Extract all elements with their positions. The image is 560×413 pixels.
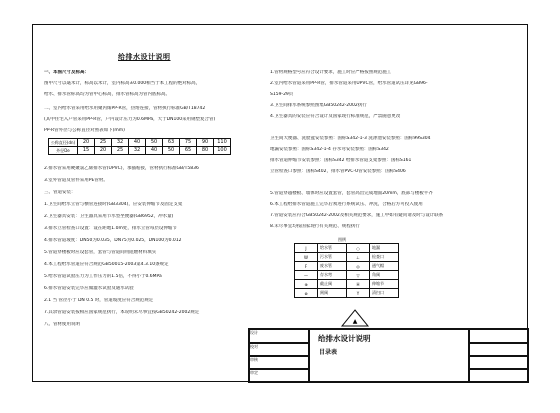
table-cell: 25	[112, 147, 129, 155]
note-line: 4.本工程给水管道应符合规范GB50015-2003第4.3.10条规定	[44, 262, 169, 267]
note-line: 地漏安装参照：国标S342-1-4 存水弯安装参照：国标S342	[270, 147, 389, 152]
tb-subtitle: 目录表	[319, 349, 338, 356]
legend-symbol: ▽	[347, 271, 370, 280]
legend-name: 闸阀	[318, 289, 347, 298]
legend-name: 伸缩节	[370, 280, 399, 289]
table-cell: 40	[129, 139, 146, 147]
page-title: 给排水设计说明	[118, 53, 171, 61]
legend-row	[295, 289, 399, 298]
note-line: 3.卫生间排水系统参照图集GB50242-2002执行	[270, 103, 367, 108]
legend-row	[295, 262, 399, 271]
note-line: 一、本图尺寸及标高：	[44, 70, 89, 75]
note-line: 卫生间大便器、洗脸盆安装参照：国标S342-1-3 洗涤池安装参照：国标99S304	[270, 136, 431, 141]
tb-label: 设计	[249, 329, 309, 343]
note-line: 4.卫生器具的安装应符合设计及国家现行标准规范，严禁随意更改	[270, 114, 401, 119]
pipe-diameter-table	[48, 138, 231, 155]
legend-name: 清扫口	[370, 289, 399, 298]
note-line: 三、管道安装：	[44, 190, 76, 195]
table-row	[49, 147, 231, 155]
legend-symbol: Y	[347, 289, 370, 298]
table-cell: 80	[197, 147, 214, 155]
legend-name: 截止阀	[318, 280, 347, 289]
table-cell: 20	[78, 139, 95, 147]
note-line: 给水、排水管标高均为管中心标高，排水管标高为管内底标高。	[44, 92, 170, 97]
tb-label: 校对	[249, 343, 309, 356]
legend-symbol: ⊥	[347, 253, 370, 262]
note-line: 6.本工程给排水管道施工完毕后须进行系统试压、冲洗，合格后方可投入使用	[270, 202, 423, 207]
tb-info-cell	[469, 329, 529, 343]
legend-caption: 图例	[338, 237, 346, 242]
note-line: (其中住宅入户管采用PP-R管，户内设计压力为0.6MPa，大于DN100采用钢塑复合管)	[44, 117, 216, 122]
legend-symbol: H	[347, 280, 370, 289]
note-line: 7.管道安装应符合GB50242-2002及相关规范要求，施工中如有疑问请及时与设计联系	[270, 213, 444, 218]
legend-row	[295, 280, 399, 289]
row-label: 外径De	[49, 147, 78, 155]
table-cell: 20	[95, 147, 112, 155]
table-cell: 63	[163, 139, 180, 147]
row-label: 公称直径(dn)	[49, 139, 78, 147]
note-line: 3.排水立管检查口设置：设在距地1.0m处，排水立管每层设伸缩节	[44, 226, 177, 231]
note-line: S159-29页	[270, 92, 294, 97]
table-row	[49, 139, 231, 147]
table-cell: 100	[214, 147, 231, 155]
note-line: 排水管道伸缩节安装参照：国标S342 给排水管道支架参照：国标S161	[270, 158, 412, 163]
note-line: 二、室内给水管采用给水用聚丙烯PP-R管，热熔连接，管材执行标准GB/T18742	[44, 106, 206, 111]
note-line: PP-R管外径与公称直径对照表如下(mm)	[44, 128, 125, 133]
tb-info-cell	[469, 356, 529, 369]
legend-symbol: F	[295, 262, 318, 271]
table-cell: 50	[146, 139, 163, 147]
legend-name: 污水管	[318, 253, 347, 262]
note-line: 6.排水管道安装完毕应做灌水试验及通水试验	[44, 286, 134, 291]
legend-symbol: ◎	[347, 262, 370, 271]
note-line: 1.管材规格型号应符合设计要求，施工时应严格按照规范施工	[270, 70, 392, 75]
tb-main-title: 给排水设计说明	[318, 334, 371, 343]
table-cell: 32	[129, 147, 146, 155]
table-cell: 65	[180, 147, 197, 155]
note-line: 3.室外管道及管件采用PE管材。	[44, 178, 108, 183]
stamp-mark	[340, 308, 370, 328]
legend-name: 废水管	[318, 262, 347, 271]
legend-symbol: —	[295, 271, 318, 280]
note-line: 2.1 当 管径小于 DN 0.5 时，管道坡度应符合规范规定	[44, 298, 154, 303]
title-block	[248, 328, 529, 383]
legend-name: 给水管	[318, 244, 347, 253]
legend-name: 地漏	[370, 244, 399, 253]
table-cell: 75	[180, 139, 197, 147]
legend-symbol: ⊗	[295, 289, 318, 298]
legend-name: 存水弯	[318, 271, 347, 280]
note-line: 2.室内给水管道采用PP-R管，排水管道采用UPVC管，给水管道试压详见GB96-	[270, 81, 428, 86]
tb-label: 审定	[249, 369, 309, 383]
note-line: 8.未尽事宜均按国家现行有关规范、规程执行	[270, 224, 360, 229]
note-line: 2.排水管采用硬聚氯乙烯排水管(UPVC)，承插粘接，管材执行标准GB/T5836	[44, 166, 199, 171]
table-cell: 15	[78, 147, 95, 155]
table-cell: 90	[197, 139, 214, 147]
table-cell: 32	[112, 139, 129, 147]
legend-name: 角阀	[370, 271, 399, 280]
note-line: 图中尺寸以毫米计，标高以米计，室内标高±0.000相当于本工程的绝对标高，	[44, 81, 201, 86]
note-line: 7.其余管道安装按相应国家规范执行，本说明未尽事宜按GB50242-2002规定	[44, 310, 200, 315]
legend-name: 检查口	[370, 253, 399, 262]
note-line: 5.管道穿楼板时应设套管，套管与管道间用阻燃材料填实	[44, 250, 157, 255]
legend-symbol: J	[295, 244, 318, 253]
note-line: 4.排水管道坡度：DN50为0.035，DN75为0.025，DN100为0.012	[44, 238, 182, 243]
legend-row	[295, 244, 399, 253]
note-line: 2.卫生器具安装：卫生器具采用节水型坐便器(GB6952，冲水量)	[44, 214, 174, 219]
svg-text:▲: ▲	[352, 318, 358, 325]
note-line: 5.管道穿越楼板、墙体时应设置套管，套管高出完成地面20mm，底部与楼板平齐	[270, 191, 433, 196]
legend-symbol: ⊕	[295, 280, 318, 289]
legend-row	[295, 271, 399, 280]
tb-label: 审核	[249, 356, 309, 369]
legend-table	[294, 243, 399, 298]
legend-row	[295, 253, 399, 262]
legend-symbol: W	[295, 253, 318, 262]
table-cell: 40	[146, 147, 163, 155]
table-cell: 110	[214, 139, 231, 147]
table-cell: 50	[163, 147, 180, 155]
note-line: 1.卫生间给水立管与横管连接时(GB3304)，应安装伸缩节及固定支架	[44, 202, 183, 207]
note-line: 八、管材使用说明	[44, 322, 80, 327]
tb-info-cell	[469, 343, 529, 356]
note-line: 立管检查口参照：国标S402，排水管PVC-U管安装参照：国标S406	[270, 169, 406, 174]
legend-name: 通气帽	[370, 262, 399, 271]
table-cell: 25	[95, 139, 112, 147]
tb-info-cell	[469, 369, 529, 383]
legend-symbol: ○	[347, 244, 370, 253]
note-line: 5.给水管道试验压力为工作压力的1.5倍，不得小于0.6MPa	[44, 274, 162, 279]
